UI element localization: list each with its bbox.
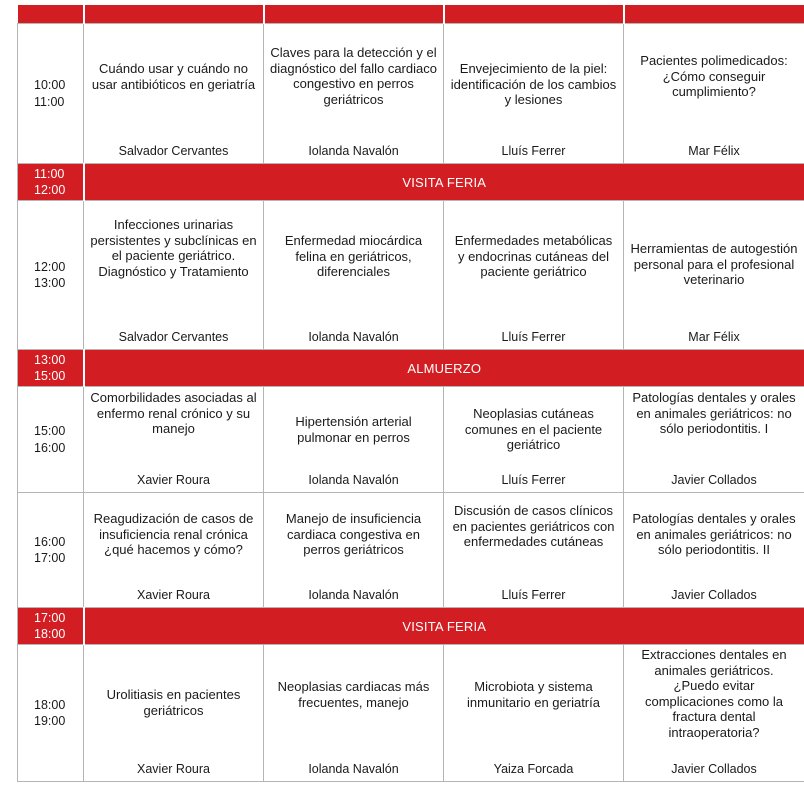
- talk-cell: [624, 387, 804, 493]
- end-time: 15:00: [34, 369, 66, 383]
- talk-title: Reagudización de casos de insuficiencia renal crónica ¿qué hacemos y cómo?: [93, 511, 254, 557]
- talk-title: Neoplasias cutáneas comunes en el paciente geriátrico: [464, 406, 603, 452]
- talk-speaker: Iolanda Navalón: [308, 762, 399, 776]
- start-time: 17:00: [34, 611, 66, 625]
- talk-title: Microbiota y sistema inmunitario en geriatría: [467, 679, 600, 710]
- talk-speaker: Yaiza Forcada: [493, 762, 574, 776]
- start-time: 11:00: [34, 167, 65, 181]
- end-time: 19:00: [34, 714, 66, 728]
- talk-cell: [264, 201, 444, 350]
- talk-speaker: Iolanda Navalón: [308, 588, 399, 602]
- end-time: 12:00: [34, 183, 66, 197]
- header-cell: [624, 5, 804, 24]
- talk-cell: [444, 645, 624, 782]
- end-time: 13:00: [34, 276, 66, 290]
- talk-speaker: Xavier Roura: [137, 588, 210, 602]
- talk-cell: [444, 493, 624, 608]
- talk-cell: [84, 645, 264, 782]
- break-row: [18, 164, 804, 201]
- talk-title: Infecciones urinarias persistentes y subclínicas en el paciente geriátrico. Diagnóstico y Tratamiento: [90, 217, 257, 279]
- talk-title: Comorbilidades asociadas al enfermo renal crónico y su manejo: [90, 390, 257, 436]
- talk-title: Extracciones dentales en animales geriátricos. ¿Puedo evitar complicaciones como la fractura dental intraoperatoria?: [641, 647, 787, 740]
- break-label: VISITA FERIA: [84, 608, 804, 645]
- talk-title: Enfermedades metabólicas y endocrinas cutáneas del paciente geriátrico: [454, 233, 613, 279]
- talk-speaker: Iolanda Navalón: [308, 473, 399, 487]
- end-time: 11:00: [34, 94, 65, 109]
- break-time-cell: [18, 350, 84, 387]
- talk-speaker: Lluís Ferrer: [501, 473, 566, 487]
- talk-speaker: Lluís Ferrer: [501, 144, 566, 158]
- talk-cell: [624, 24, 804, 164]
- session-row: [18, 24, 804, 164]
- talk-cell: [84, 493, 264, 608]
- start-time: 15:00: [34, 424, 66, 438]
- break-label: VISITA FERIA: [84, 164, 804, 201]
- end-time: 17:00: [34, 551, 66, 565]
- talk-title: Claves para la detección y el diagnóstico del fallo cardiaco congestivo en perros geriátricos: [270, 45, 437, 107]
- header-cell: [18, 5, 84, 24]
- talk-cell: [84, 201, 264, 350]
- start-time: 10:00: [34, 78, 66, 92]
- schedule-table: [17, 5, 804, 782]
- talk-speaker: Lluís Ferrer: [501, 588, 566, 602]
- header-cell: [264, 5, 444, 24]
- time-cell: [18, 24, 84, 164]
- break-row: [18, 608, 804, 645]
- talk-title: Urolitiasis en pacientes geriátricos: [106, 687, 241, 718]
- talk-title: Patologías dentales y orales en animales geriátricos: no sólo periodontitis. II: [632, 511, 796, 557]
- talk-title: Cuándo usar y cuándo no usar antibióticos en geriatría: [91, 61, 256, 92]
- break-label: ALMUERZO: [84, 350, 804, 387]
- header-row: [18, 5, 804, 24]
- time-cell: [18, 493, 84, 608]
- session-row: [18, 387, 804, 493]
- talk-speaker: Mar Félix: [688, 330, 740, 344]
- talk-cell: [84, 387, 264, 493]
- break-time-cell: [18, 164, 84, 201]
- talk-speaker: Salvador Cervantes: [118, 330, 229, 344]
- talk-cell: [444, 387, 624, 493]
- talk-speaker: Xavier Roura: [137, 473, 210, 487]
- talk-title: Hipertensión arterial pulmonar en perros: [295, 414, 412, 445]
- talk-title: Discusión de casos clínicos en pacientes geriátricos con enfermedades cutáneas: [452, 503, 615, 549]
- end-time: 16:00: [34, 440, 66, 455]
- break-row: [18, 350, 804, 387]
- header-cell: [84, 5, 264, 24]
- talk-cell: [624, 201, 804, 350]
- start-time: 16:00: [34, 534, 66, 549]
- time-cell: [18, 387, 84, 493]
- session-row: [18, 493, 804, 608]
- talk-cell: [624, 493, 804, 608]
- header-cell: [444, 5, 624, 24]
- talk-cell: [444, 24, 624, 164]
- talk-speaker: Javier Collados: [671, 473, 757, 487]
- talk-speaker: Lluís Ferrer: [501, 330, 566, 344]
- talk-speaker: Xavier Roura: [137, 762, 210, 776]
- talk-title: Herramientas de autogestión personal para el profesional veterinario: [630, 241, 798, 287]
- talk-speaker: Iolanda Navalón: [308, 144, 399, 158]
- talk-speaker: Javier Collados: [671, 588, 757, 602]
- talk-title: Neoplasias cardiacas más frecuentes, manejo: [277, 679, 430, 710]
- time-cell: [18, 645, 84, 782]
- talk-title: Envejecimiento de la piel: identificación de los cambios y lesiones: [450, 61, 617, 107]
- talk-title: Enfermedad miocárdica felina en geriátricos, diferenciales: [284, 233, 423, 279]
- talk-speaker: Mar Félix: [688, 144, 740, 158]
- talk-cell: [264, 645, 444, 782]
- talk-title: Patologías dentales y orales en animales geriátricos: no sólo periodontitis. I: [632, 390, 796, 436]
- talk-cell: [264, 24, 444, 164]
- talk-cell: [264, 493, 444, 608]
- talk-cell: [444, 201, 624, 350]
- session-row: [18, 201, 804, 350]
- talk-speaker: Iolanda Navalón: [308, 330, 399, 344]
- start-time: 12:00: [34, 259, 66, 274]
- start-time: 18:00: [34, 697, 66, 712]
- session-row: [18, 645, 804, 782]
- time-cell: [18, 201, 84, 350]
- talk-title: Manejo de insuficiencia cardiaca congestiva en perros geriátricos: [285, 511, 422, 557]
- talk-cell: [84, 24, 264, 164]
- talk-speaker: Salvador Cervantes: [118, 144, 229, 158]
- break-time-cell: [18, 608, 84, 645]
- talk-title: Pacientes polimedicados: ¿Cómo conseguir cumplimiento?: [640, 53, 788, 99]
- end-time: 18:00: [34, 627, 66, 641]
- start-time: 13:00: [34, 353, 66, 367]
- talk-speaker: Javier Collados: [671, 762, 757, 776]
- talk-cell: [264, 387, 444, 493]
- talk-cell: [624, 645, 804, 782]
